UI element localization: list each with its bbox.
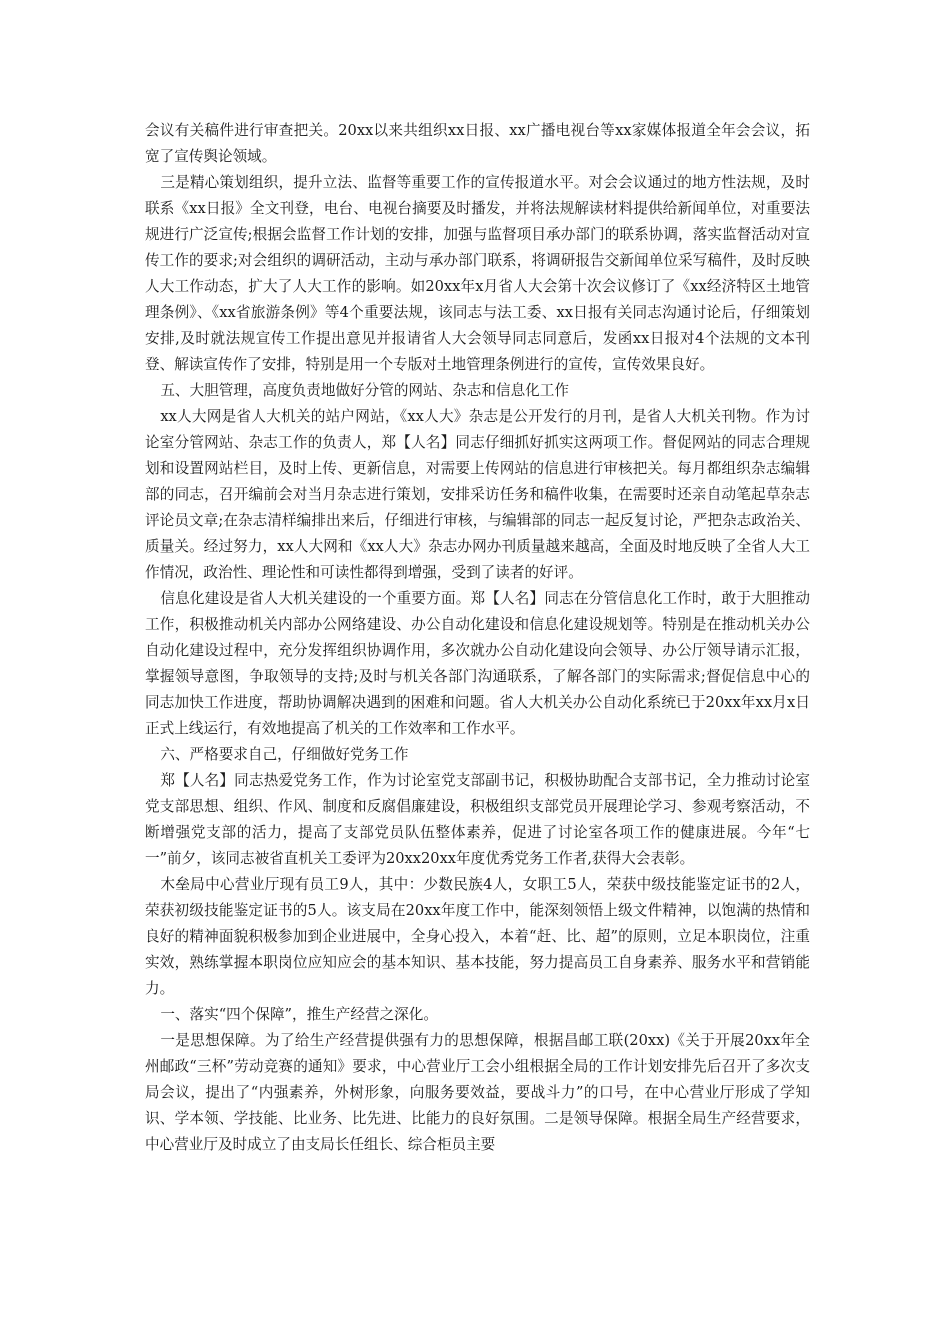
paragraph-informatization: 信息化建设是省人大机关建设的一个重要方面。郑【人名】同志在分管信息化工作时，敢于大胆推动工作，积极推动机关内部办公网络建设、办公自动化建设和信息化建设规划等。特别是在推动机关办公自动化建设过程中，充分发挥组织协调作用，多次就办公自动化建设向会领导、办公厅领导请示汇报，掌握领导意图，争取领导的支持;及时与机关各部门沟通联系，了解各部门的实际需求;督促信息中心的同志加快工作进度，帮助协调解决遇到的困难和问题。省人大机关办公自动化系统已于20xx年xx月x日正式上线运行，有效地提高了机关的工作效率和工作水平。 <box>145 590 810 737</box>
section-heading-four-guarantees: 一、落实“四个保障”，推生产经营之深化。 <box>160 1006 438 1023</box>
paragraph-business-hall: 木垒局中心营业厅现有员工9人，其中：少数民族4人，女职工5人，荣获中级技能鉴定证书的2人，荣获初级技能鉴定证书的5人。该支局在20xx年度工作中，能深刻领悟上级文件精神，以饱满的热情和良好的精神面貌积极参加到企业进展中，全身心投入，本着“赶、比、超”的原则，立足本职岗位，注重实效，熟练掌握本职岗位应知应会的基本知识、基本技能，努力提高员工自身素养、服务水平和营销能力。 <box>145 876 810 997</box>
paragraph-website-magazine: xx人大网是省人大机关的站户网站，《xx人大》杂志是公开发行的月刊，是省人大机关刊物。作为讨论室分管网站、杂志工作的负责人，郑【人名】同志仔细抓好抓实这两项工作。督促网站的同志合理规划和设置网站栏目，及时上传、更新信息，对需要上传网站的信息进行审核把关。每月都组织杂志编辑部的同志，召开编前会对当月杂志进行策划，安排采访任务和稿件收集，在需要时还亲自动笔起草杂志评论员文章;在杂志清样编排出来后，仔细进行审核，与编辑部的同志一起反复讨论，严把杂志政治关、质量关。经过努力，xx人大网和《xx人大》杂志办网办刊质量越来越高，全面及时地反映了全省人大工作情况，政治性、理论性和可读性都得到增强，受到了读者的好评。 <box>145 408 810 581</box>
section-heading-five: 五、大胆管理，高度负责地做好分管的网站、杂志和信息化工作 <box>160 382 569 399</box>
paragraph-legislation-publicity: 三是精心策划组织，提升立法、监督等重要工作的宣传报道水平。对会会议通过的地方性法规，及时联系《xx日报》全文刊登，电台、电视台摘要及时播发，并将法规解读材料提供给新闻单位，对重要法规进行广泛宣传;根据会监督工作计划的安排，加强与监督项目承办部门的联系协调，落实监督活动对宣传工作的要求;对会组织的调研活动，主动与承办部门联系，将调研报告交新闻单位采写稿件，及时反映人大工作动态，扩大了人大工作的影响。如20xx年x月省人大会第十次会议修订了《xx经济特区土地管理条例》、《xx省旅游条例》等4个重要法规，该同志与法工委、xx日报有关同志沟通讨论后，仔细策划安排,及时就法规宣传工作提出意见并报请省人大会领导同志同意后，发函xx日报对4个法规的文本刊登、解读宣传作了安排，特别是用一个专版对土地管理条例进行的宣传，宣传效果良好。 <box>145 174 810 373</box>
paragraph-press-review: 会议有关稿件进行审查把关。20xx以来共组织xx日报、xx广播电视台等xx家媒体报道全年会会议，拓宽了宣传舆论领域。 <box>145 122 810 165</box>
paragraph-ideological-guarantee: 一是思想保障。为了给生产经营提供强有力的思想保障，根据昌邮工联(20xx)《关于开展20xx年全州邮政“三杯”劳动竞赛的通知》要求，中心营业厅工会小组根据全局的工作计划安排先后召开了多次支局会议，提出了“内强素养，外树形象，向服务要效益，要战斗力”的口号，在中心营业厅形成了学知识、学本领、学技能、比业务、比先进、比能力的良好氛围。二是领导保障。根据全局生产经营要求，中心营业厅及时成立了由支局长任组长、综合柜员主要 <box>145 1032 810 1153</box>
paragraph-party-affairs: 郑【人名】同志热爱党务工作，作为讨论室党支部副书记，积极协助配合支部书记，全力推动讨论室党支部思想、组织、作风、制度和反腐倡廉建设，积极组织支部党员开展理论学习、参观考察活动，不断增强党支部的活力，提高了支部党员队伍整体素养，促进了讨论室各项工作的健康进展。今年“七一”前夕，该同志被省直机关工委评为20xx20xx年度优秀党务工作者,获得大会表彰。 <box>145 772 810 867</box>
document-page <box>145 118 810 1158</box>
section-heading-six: 六、严格要求自己，仔细做好党务工作 <box>160 746 409 763</box>
